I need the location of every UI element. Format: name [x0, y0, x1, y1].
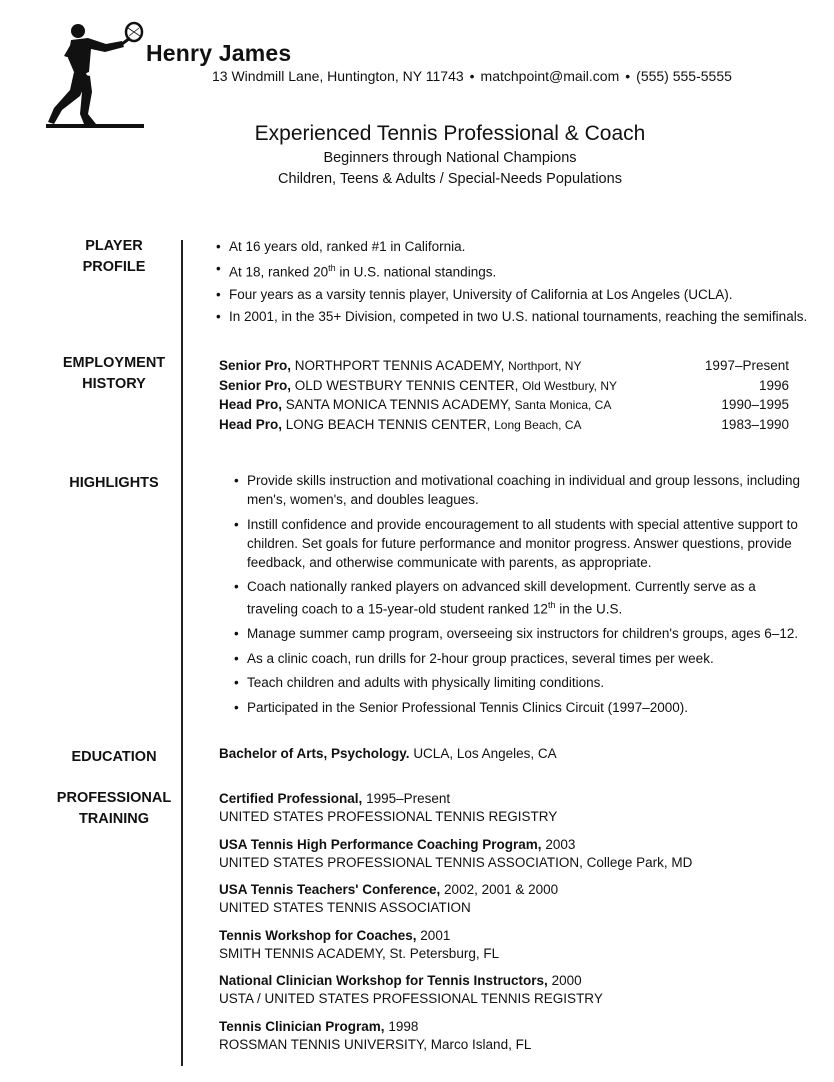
candidate-name: Henry James [146, 40, 292, 66]
training-list [219, 790, 819, 1063]
tennis-player-icon [44, 18, 144, 130]
training-name: USA Tennis High Performance Coaching Program, [219, 836, 542, 852]
list-item: • As a clinic coach, run drills for 2-hour group practices, several times per week. [247, 649, 807, 668]
list-item: • Provide skills instruction and motivational coaching in individual and group lessons, including men's, women's, and doubles leagues. [247, 471, 807, 509]
section-label-player-profile [40, 236, 188, 278]
job-years: 1990–1995 [721, 397, 789, 412]
profile-list [229, 237, 829, 330]
job-location: Northport, NY [508, 359, 582, 373]
section-label-highlights: HIGHLIGHTS [69, 475, 159, 491]
logo-underline [46, 124, 144, 128]
section-label-education: EDUCATION [71, 749, 157, 765]
training-item [219, 836, 819, 872]
list-item: • At 18, ranked 20th in U.S. national standings. [229, 259, 829, 282]
training-date: 2001 [420, 927, 451, 943]
education-entry [219, 746, 557, 761]
employment-row [219, 356, 789, 376]
highlights-list [247, 471, 807, 723]
training-name: Tennis Workshop for Coaches, [219, 927, 417, 943]
list-item: • Manage summer camp program, overseeing six instructors for children's groups, ages 6–12. [247, 624, 807, 643]
training-name: National Clinician Workshop for Tennis Instructors, [219, 973, 548, 988]
job-title: Head Pro, [219, 416, 283, 432]
training-item [219, 881, 819, 917]
employer: LONG BEACH TENNIS CENTER, [285, 416, 491, 432]
address: 13 Windmill Lane, Huntington, NY 11743 [212, 68, 464, 84]
list-item: • Four years as a varsity tennis player, University of California at Los Angeles (UCLA). [229, 285, 829, 304]
label-line: TRAINING [78, 811, 150, 827]
training-org: UNITED STATES TENNIS ASSOCIATION [219, 900, 471, 915]
label-line: EMPLOYMENT [62, 355, 166, 371]
employment-row [219, 395, 789, 415]
label-line: PROFILE [82, 259, 146, 275]
job-location: Long Beach, CA [494, 417, 582, 432]
job-title: Head Pro, [219, 397, 283, 412]
school: UCLA, Los Angeles, CA [413, 746, 557, 761]
label-line: HISTORY [82, 376, 146, 392]
headline-title: Experienced Tennis Professional & Coach [254, 122, 646, 145]
employer: NORTHPORT TENNIS ACADEMY, [294, 358, 505, 373]
job-years: 1983–1990 [721, 416, 789, 432]
label-line: PLAYER [85, 238, 143, 254]
training-date: 2000 [551, 973, 582, 988]
job-location: Old Westbury, NY [522, 378, 618, 393]
training-org: ROSSMAN TENNIS UNIVERSITY, Marco Island, FL [219, 1036, 532, 1052]
separator: • [625, 68, 631, 84]
training-date: 2002, 2001 & 2000 [444, 882, 559, 897]
headline-subtitle: Children, Teens & Adults / Special-Needs Populations [278, 171, 622, 187]
training-date: 2003 [545, 836, 576, 852]
list-item: • In 2001, in the 35+ Division, competed in two U.S. national tournaments, reaching the semifinals. [229, 307, 829, 326]
training-org: SMITH TENNIS ACADEMY, St. Petersburg, FL [219, 945, 500, 961]
training-org: USTA / UNITED STATES PROFESSIONAL TENNIS REGISTRY [219, 991, 603, 1006]
degree: Bachelor of Arts, Psychology. [219, 746, 410, 761]
training-name: Tennis Clinician Program, [219, 1018, 385, 1034]
training-org: UNITED STATES PROFESSIONAL TENNIS REGISTRY [219, 809, 558, 824]
employment-list [219, 356, 789, 434]
training-item [219, 1018, 819, 1054]
job-title: Senior Pro, [219, 358, 292, 373]
employer: OLD WESTBURY TENNIS CENTER, [294, 377, 519, 393]
separator: • [469, 68, 475, 84]
training-date: 1998 [388, 1018, 419, 1034]
training-name: USA Tennis Teachers' Conference, [219, 882, 441, 897]
list-item: • Coach nationally ranked players on advanced skill development. Currently serve as a traveling coach to a 15-year-old student ranked 12th in the U.S. [247, 577, 807, 619]
list-item: • At 16 years old, ranked #1 in California. [229, 237, 829, 256]
training-org: UNITED STATES PROFESSIONAL TENNIS ASSOCIATION, College Park, MD [219, 854, 693, 870]
training-name: Certified Professional, [219, 791, 363, 806]
list-item: • Participated in the Senior Professional Tennis Clinics Circuit (1997–2000). [247, 698, 807, 717]
employer: SANTA MONICA TENNIS ACADEMY, [285, 397, 511, 412]
list-item: • Teach children and adults with physically limiting conditions. [247, 673, 807, 692]
list-item: • Instill confidence and provide encouragement to all students with special attentive support to children. Set goals for future performance and monitor progress. Answer questions, provide feedback, and otherwise communicate with parents, as appropriate. [247, 515, 807, 572]
employment-row [219, 415, 789, 435]
training-date: 1995–Present [366, 791, 451, 806]
job-location: Santa Monica, CA [514, 398, 612, 412]
training-item [219, 927, 819, 963]
email: matchpoint@mail.com [480, 68, 620, 84]
label-line: PROFESSIONAL [56, 790, 172, 806]
job-title: Senior Pro, [219, 377, 292, 393]
job-years: 1997–Present [704, 358, 789, 373]
job-years: 1996 [758, 377, 789, 393]
training-item [219, 972, 819, 1008]
phone: (555) 555-5555 [636, 68, 732, 84]
section-label-employment-history [40, 353, 188, 395]
employment-row [219, 376, 789, 396]
training-item [219, 790, 819, 826]
section-label-professional-training [40, 788, 188, 830]
contact-line [212, 68, 732, 84]
headline-subtitle: Beginners through National Champions [323, 150, 577, 166]
